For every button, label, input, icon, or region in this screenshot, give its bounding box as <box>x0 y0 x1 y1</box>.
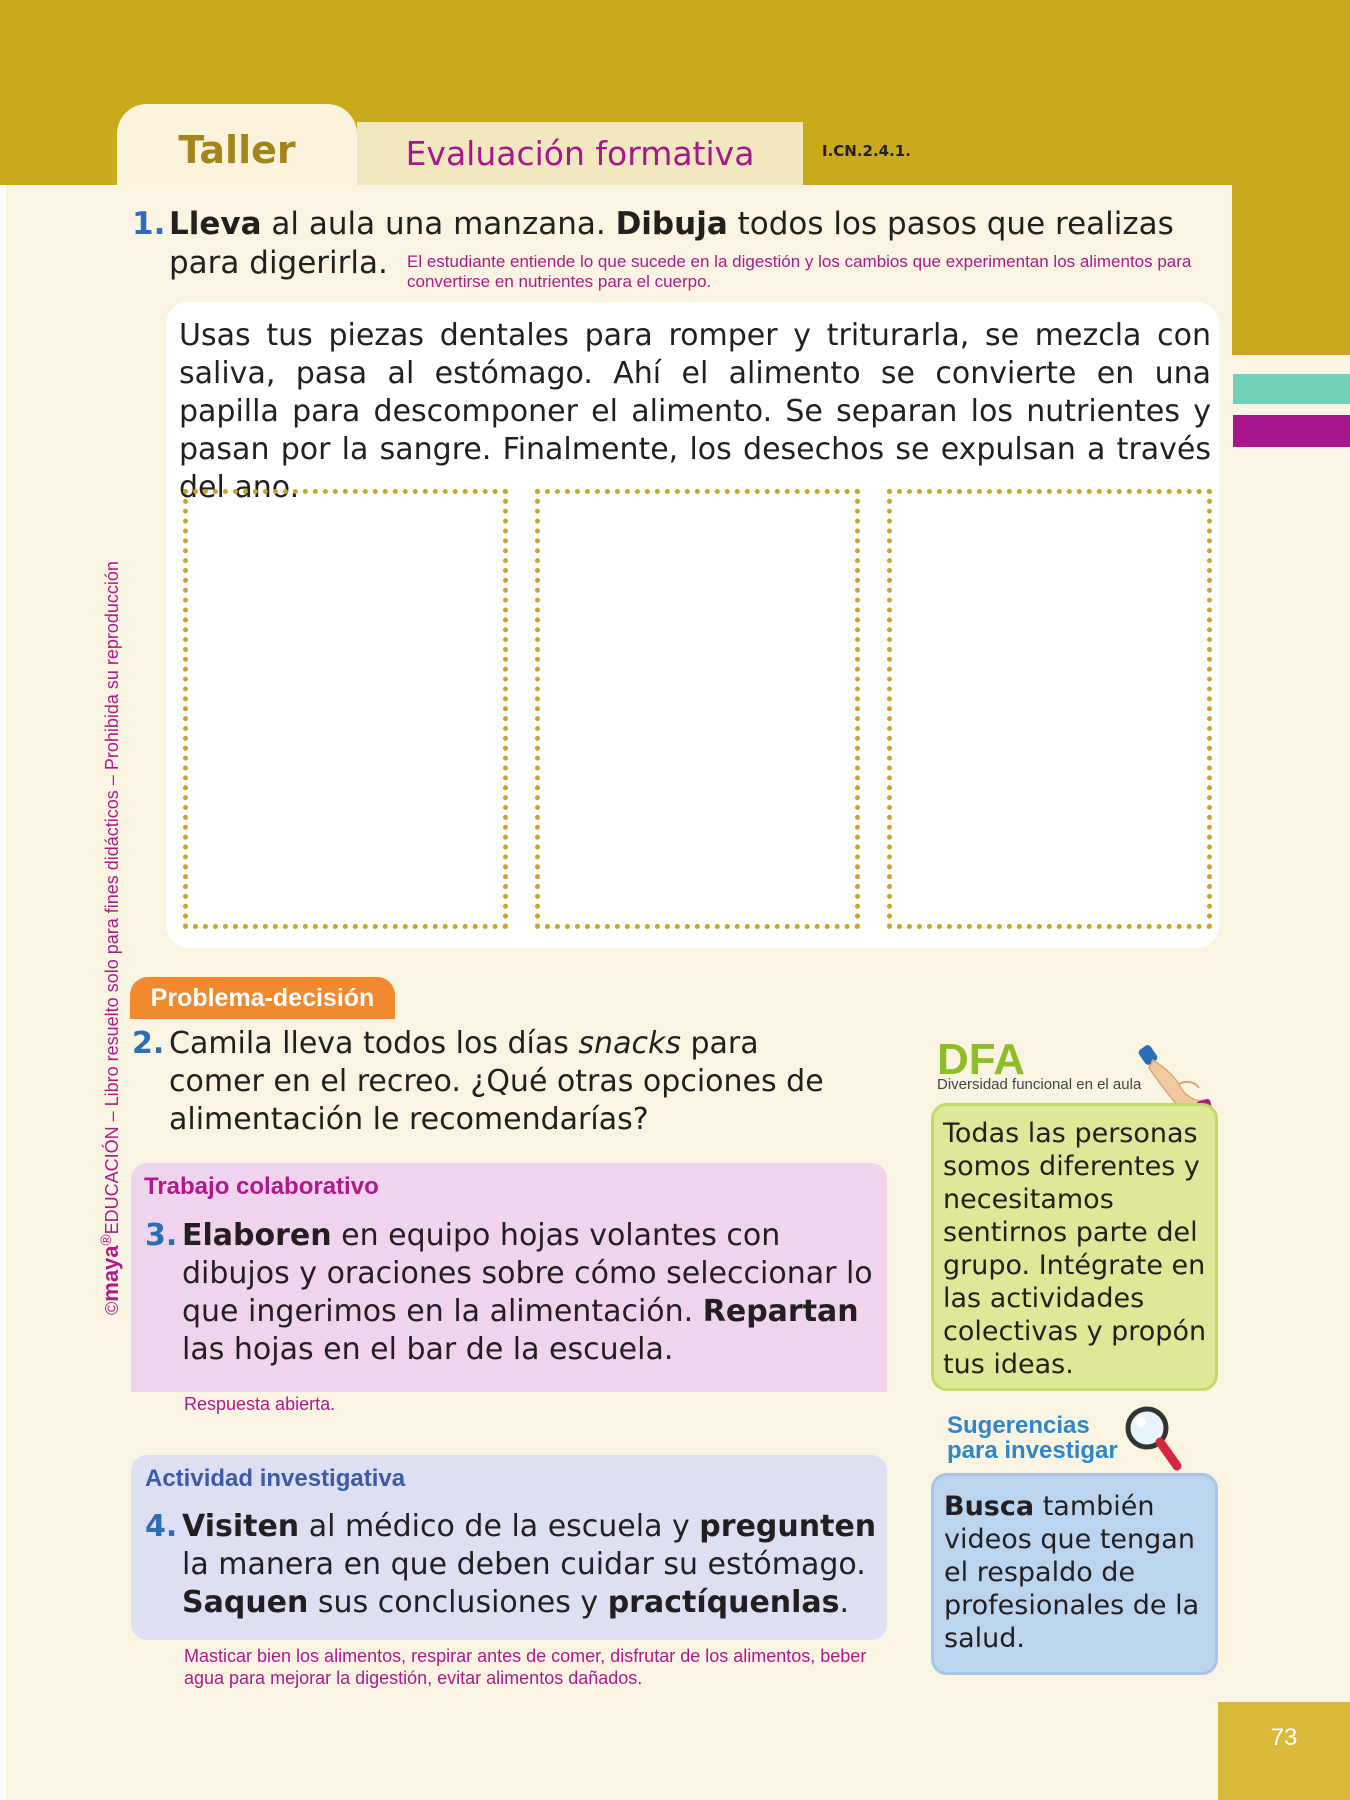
text: todos los pasos que realizas <box>727 206 1174 242</box>
question-1-line2: para digerirla. <box>169 245 388 281</box>
drawing-box-2[interactable] <box>535 489 860 929</box>
text: en equipo hojas volantes con dibujos y oraciones sobre cómo seleccionar lo que ingerimos en la alimentación. <box>182 1218 873 1329</box>
verb-elaboren: Elaboren <box>182 1218 332 1253</box>
question-number: 1. <box>132 206 166 242</box>
text: también videos que tengan el respaldo de profesionales de la salud. <box>944 1491 1200 1654</box>
question-2-text <box>169 1025 829 1139</box>
verb-busca: Busca <box>944 1491 1035 1522</box>
drawing-box-3[interactable] <box>887 489 1212 929</box>
magenta-stripe <box>1233 415 1350 447</box>
verb-practiquenlas: practíquenlas <box>607 1585 840 1620</box>
page-number: 73 <box>1218 1702 1350 1800</box>
text: al médico de la escuela y <box>299 1509 700 1544</box>
question-number: 2. <box>132 1026 165 1061</box>
response-3: Respuesta abierta. <box>184 1394 336 1414</box>
dfa-title: DFA <box>937 1035 1025 1084</box>
text: las hojas en el bar de la escuela. <box>182 1332 674 1367</box>
question-3-text <box>182 1217 887 1369</box>
answer-text: Usas tus piezas dentales para romper y triturarla, se mezcla con saliva, pasa al estómago. Ahí el alimento se convierte en una papilla para descomponer el alimento. Se separan los nutrientes y pasan por la sangre. Finalmente, los desechos se expulsan a través del ano. <box>179 318 1211 505</box>
copyright-symbol: © <box>102 1301 122 1315</box>
question-1-line1 <box>169 205 1174 244</box>
question-number: 4. <box>145 1509 178 1544</box>
sugerencias-title-line2: para investigar <box>947 1437 1118 1464</box>
dfa-text: Todas las personas somos diferentes y necesitamos sentirnos parte del grupo. Intégrate en las actividades colectivas y propón tus ideas. <box>943 1118 1207 1380</box>
drawing-box-1[interactable] <box>183 489 508 929</box>
verb-saquen: Saquen <box>182 1585 309 1620</box>
text: sus conclusiones y <box>308 1585 608 1620</box>
page-edge <box>0 0 6 1800</box>
verb-lleva: Lleva <box>169 206 262 242</box>
brand-maya: maya <box>98 1245 123 1302</box>
registered-mark: ® <box>98 1234 115 1246</box>
copyright-body: EDUCACIÓN – Libro resuelto solo para fines didácticos – Prohibida su reproducción <box>102 561 122 1235</box>
side-band <box>1232 185 1350 355</box>
tab-taller: Taller <box>117 104 357 185</box>
indicator-code: I.CN.2.4.1. <box>822 142 911 160</box>
text: . <box>839 1585 850 1620</box>
dfa-subtitle: Diversidad funcional en el aula <box>937 1076 1142 1093</box>
text: la manera en que deben cuidar su estómago. <box>182 1547 866 1582</box>
teacher-note: El estudiante entiende lo que sucede en la digestión y los cambios que experimentan los alimentos para convertirse en nutrientes para el cuerpo. <box>407 252 1192 291</box>
copyright-text <box>98 561 124 1315</box>
problema-decision-label: Problema-decisión <box>130 977 395 1019</box>
verb-pregunten: pregunten <box>699 1509 877 1544</box>
sugerencias-text <box>944 1490 1214 1655</box>
question-4-text <box>182 1508 892 1622</box>
text: para comer en el recreo. ¿Qué otras opciones de alimentación le recomendarías? <box>169 1026 824 1137</box>
teal-stripe <box>1233 374 1350 404</box>
response-4: Masticar bien los alimentos, respirar antes de comer, disfrutar de los alimentos, beber agua para mejorar la digestión, evitar alimentos dañados. <box>184 1646 867 1688</box>
magnifier-icon <box>1123 1404 1185 1474</box>
snacks-emphasis: snacks <box>578 1026 681 1061</box>
verb-repartan: Repartan <box>702 1294 859 1329</box>
invest-title: Actividad investigativa <box>145 1465 406 1492</box>
verb-dibuja: Dibuja <box>615 206 728 242</box>
text: Camila lleva todos los días <box>169 1026 579 1061</box>
question-number: 3. <box>145 1218 178 1253</box>
collab-title: Trabajo colaborativo <box>144 1173 379 1200</box>
verb-visiten: Visiten <box>182 1509 300 1544</box>
sugerencias-title <box>947 1413 1118 1463</box>
text: al aula una manzana. <box>261 206 616 242</box>
tab-evaluacion-formativa: Evaluación formativa <box>357 122 803 185</box>
sugerencias-title-line1: Sugerencias <box>947 1412 1090 1439</box>
